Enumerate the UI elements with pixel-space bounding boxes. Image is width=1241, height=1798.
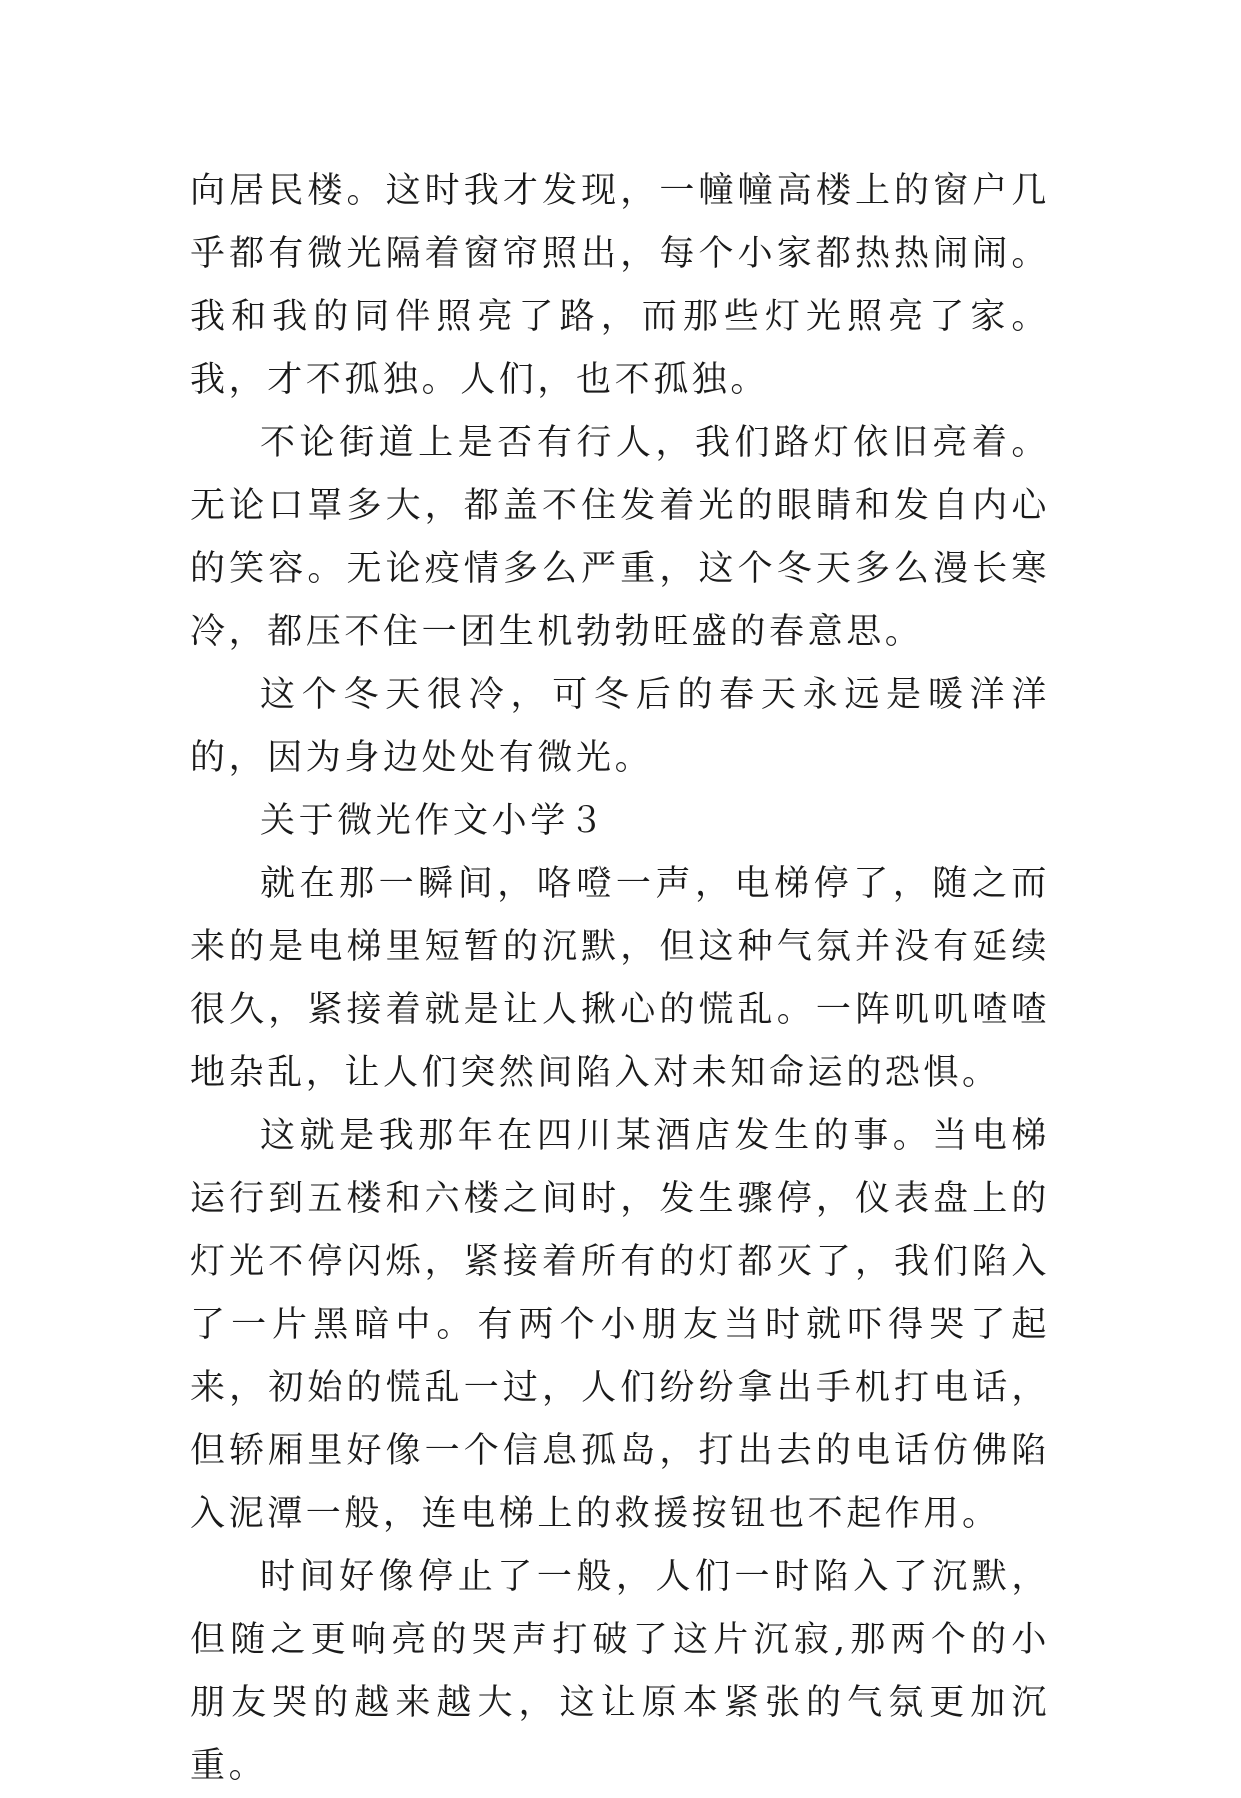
- paragraph: 这就是我那年在四川某酒店发生的事。当电梯运行到五楼和六楼之间时，发生骤停，仪表盘上的灯光不停闪烁，紧接着所有的灯都灭了，我们陷入了一片黑暗中。有两个小朋友当时就吓得哭了起来，初始的慌乱一过，人们纷纷拿出手机打电话，但轿厢里好像一个信息孤岛，打出去的电话仿佛陷入泥潭一般，连电梯上的救援按钮也不起作用。: [190, 1116, 1050, 1534]
- paragraph: 就在那一瞬间，咯噔一声，电梯停了，随之而来的是电梯里短暂的沉默，但这种气氛并没有延续很久，紧接着就是让人揪心的慌乱。一阵叽叽喳喳地杂乱，让人们突然间陷入对未知命运的恐惧。: [190, 864, 1050, 1093]
- section-heading: 关于微光作文小学３: [260, 801, 608, 841]
- paragraph: 时间好像停止了一般，人们一时陷入了沉默，但随之更响亮的哭声打破了这片沉寂,那两个的小朋友哭的越来越大，这让原本紧张的气氛更加沉重。: [190, 1557, 1050, 1786]
- paragraph: 这个冬天很冷，可冬后的春天永远是暖洋洋的，因为身边处处有微光。: [190, 675, 1050, 778]
- document-body: [190, 160, 1050, 1798]
- paragraph: 不论街道上是否有行人，我们路灯依旧亮着。无论口罩多大，都盖不住发着光的眼睛和发自内心的笑容。无论疫情多么严重，这个冬天多么漫长寒冷，都压不住一团生机勃勃旺盛的春意思。: [190, 423, 1050, 652]
- paragraph-continued: 向居民楼。这时我才发现，一幢幢高楼上的窗户几乎都有微光隔着窗帘照出，每个小家都热热闹闹。我和我的同伴照亮了路，而那些灯光照亮了家。我，才不孤独。人们，也不孤独。: [190, 171, 1050, 400]
